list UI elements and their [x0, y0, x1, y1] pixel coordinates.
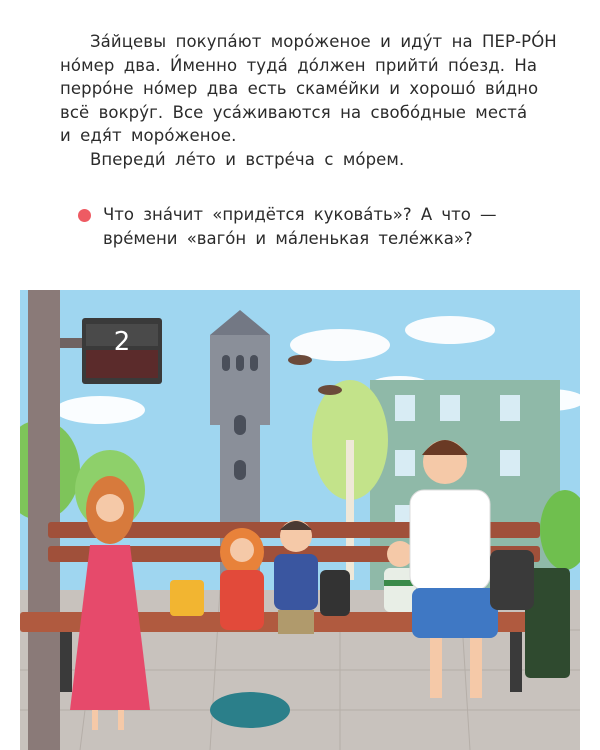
paragraph-1-line: всё вокру́г. Все уса́живаются на свобо́дные места́ — [60, 102, 528, 122]
story-text — [60, 30, 560, 171]
question-line-2: вре́мени «ваго́н и ма́ленькая теле́жка»? — [103, 228, 473, 248]
paragraph-1 — [60, 30, 560, 148]
paragraph-1-line: и едя́т моро́женое. — [60, 126, 237, 145]
bullet-dot-icon — [78, 209, 91, 222]
paragraph-1-line: перро́не но́мер два есть скаме́йки и хорошо́ ви́дно — [60, 79, 539, 98]
paragraph-2: Впереди́ ле́то и встре́ча с мо́рем. — [90, 149, 405, 169]
platform-sign-number: 2 — [113, 327, 131, 357]
illustration — [20, 290, 580, 750]
platform-scene-image — [20, 290, 580, 750]
paragraph-1-line: но́мер два. И́менно туда́ до́лжен прийти́ по́езд. На — [60, 55, 538, 75]
question-block — [78, 203, 548, 250]
question-line-1: Что зна́чит «придётся кукова́ть»? А что — — [103, 205, 497, 224]
paragraph-1-line: За́йцевы покупа́ют моро́женое и иду́т на ПЕР-РО́Н — [90, 32, 557, 51]
